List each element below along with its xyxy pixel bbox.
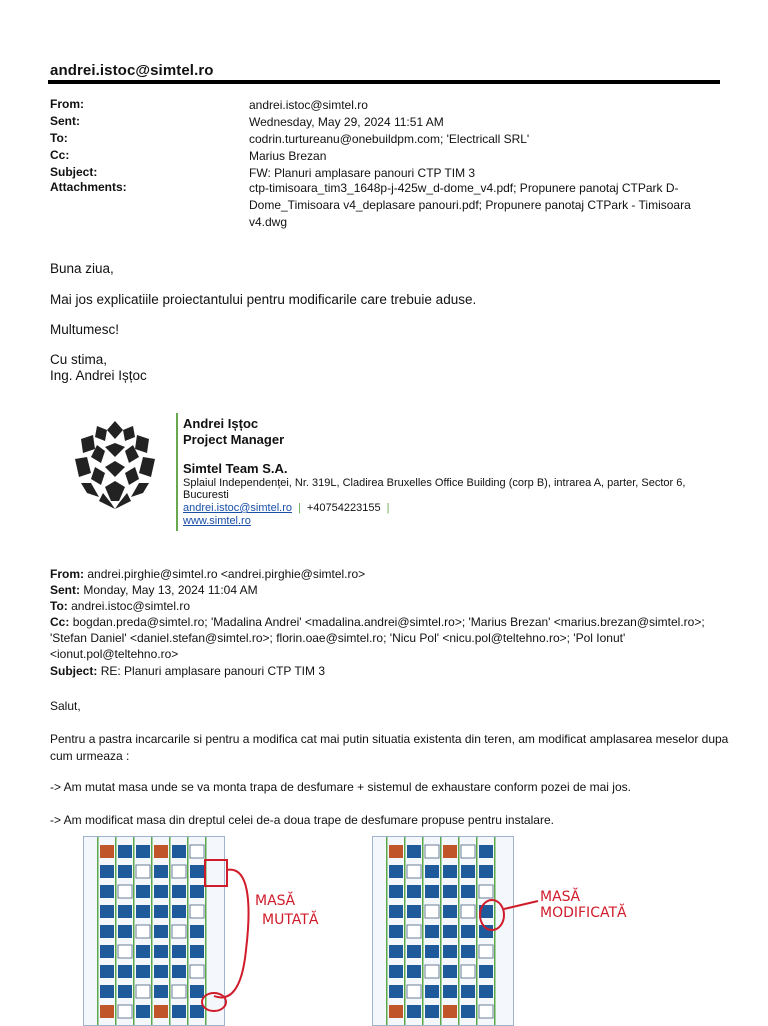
pv-panel: [172, 905, 186, 918]
pv-panel: [136, 905, 150, 918]
pv-panel: [479, 985, 493, 998]
pv-panel: [389, 885, 403, 898]
pv-panel: [443, 885, 457, 898]
pv-panel: [443, 965, 457, 978]
pv-panel: [154, 905, 168, 918]
skylight: [443, 845, 457, 858]
fw-sent-row: [50, 582, 740, 598]
fw-subject-label: Subject:: [50, 664, 98, 678]
from-label: From:: [50, 97, 84, 111]
cc-value: Marius Brezan: [249, 149, 327, 163]
thanks: Multumesc!: [50, 322, 120, 337]
pv-panel: [136, 845, 150, 858]
grid-line: [133, 837, 135, 1025]
subject-value: FW: Planuri amplasare panouri CTP TIM 3: [249, 166, 476, 180]
grid-line: [187, 837, 189, 1025]
skylight: [389, 845, 403, 858]
fw-cc-value: bogdan.preda@simtel.ro; 'Madalina Andrei' <madalina.andrei@simtel.ro>; 'Marius Brezan' <marius.brezan@simtel.ro>; 'Stefan Daniel' <daniel.stefan@simtel.ro>; florin.oae@simtel.ro; 'Nicu Pol' <nicu.pol@teltehno.ro>; 'Pol Ionut' <ionut.pol@teltehno.ro>: [50, 615, 705, 661]
pv-panel: [100, 925, 114, 938]
pv-panel: [407, 945, 421, 958]
pv-panel: [100, 985, 114, 998]
empty-slot: [407, 985, 421, 998]
fw-subject-value: RE: Planuri amplasare panouri CTP TIM 3: [100, 664, 326, 678]
pv-panel: [389, 865, 403, 878]
pv-panel: [443, 865, 457, 878]
grid-line: [404, 837, 406, 1025]
pv-panel: [443, 985, 457, 998]
empty-slot: [118, 885, 132, 898]
grid-line: [440, 837, 442, 1025]
pv-panel: [425, 885, 439, 898]
empty-slot: [479, 1005, 493, 1018]
pv-panel: [479, 845, 493, 858]
fw-subject-row: [50, 663, 740, 679]
signature-phone: +40754223155: [306, 502, 381, 514]
sent-label: Sent:: [50, 114, 80, 128]
fw-to-label: To:: [50, 599, 68, 613]
greeting: Buna ziua,: [50, 261, 114, 276]
pv-panel: [136, 1005, 150, 1018]
empty-slot: [172, 985, 186, 998]
fw-greeting: Salut,: [50, 699, 81, 713]
empty-slot: [118, 1005, 132, 1018]
pv-panel: [154, 985, 168, 998]
pv-panel: [479, 965, 493, 978]
signature-address: Splaiul Independenței, Nr. 319L, Cladirea Bruxelles Office Building (corp B), intrarea A, parter, Sector 6, Bucuresti: [183, 477, 686, 501]
pv-panel: [407, 845, 421, 858]
pv-panel: [407, 885, 421, 898]
pv-panel: [118, 845, 132, 858]
empty-slot: [136, 925, 150, 938]
fw-cc-label: Cc:: [50, 615, 70, 629]
empty-slot: [461, 965, 475, 978]
annotation-arrow-left: [200, 840, 320, 1024]
attachments-value[interactable]: ctp-timisoara_tim3_1648p-j-425w_d-dome_v4.pdf; Propunere panotaj CTPark D-Dome_Timisoara v4_deplasare panouri.pdf; Propunere panotaj CTPark - Timisoara v4.dwg: [249, 181, 691, 229]
pv-panel: [425, 1005, 439, 1018]
pv-panel: [154, 925, 168, 938]
empty-slot: [479, 945, 493, 958]
signature-name: Andrei Ișțoc: [183, 416, 259, 431]
pv-panel: [425, 945, 439, 958]
pv-panel: [118, 865, 132, 878]
pv-panel: [407, 1005, 421, 1018]
signature-company: Simtel Team S.A.: [183, 461, 288, 476]
pv-panel: [172, 965, 186, 978]
pv-panel: [100, 885, 114, 898]
fw-paragraph: Pentru a pastra incarcarile si pentru a modifica cat mai putin situatia existenta din teren, am modificat amplasarea meselor dupa cum urmeaza :: [50, 732, 729, 763]
pv-panel: [461, 925, 475, 938]
annotation-arrow-right: [478, 895, 542, 935]
empty-slot: [461, 905, 475, 918]
fw-sent-label: Sent:: [50, 583, 80, 597]
annotation-right-line-2: MODIFICATĂ: [540, 905, 627, 921]
empty-slot: [461, 845, 475, 858]
pv-panel: [425, 985, 439, 998]
mailbox-owner: andrei.istoc@simtel.ro: [50, 62, 214, 79]
skylight: [100, 1005, 114, 1018]
pv-panel: [389, 925, 403, 938]
pv-panel: [136, 885, 150, 898]
pv-panel: [425, 925, 439, 938]
signature-email[interactable]: andrei.istoc@simtel.ro: [183, 502, 292, 514]
subject-label: Subject:: [50, 165, 98, 179]
pv-panel: [443, 905, 457, 918]
pv-panel: [100, 905, 114, 918]
pv-panel: [100, 945, 114, 958]
pv-panel: [172, 945, 186, 958]
fw-from-row: [50, 566, 740, 582]
fw-to-value: andrei.istoc@simtel.ro: [71, 599, 190, 613]
empty-slot: [172, 865, 186, 878]
pv-panel: [118, 905, 132, 918]
empty-slot: [425, 845, 439, 858]
from-value: andrei.istoc@simtel.ro: [249, 98, 368, 112]
pv-panel: [172, 1005, 186, 1018]
header-divider: [48, 80, 720, 84]
empty-slot: [425, 905, 439, 918]
fw-bullet-1: -> Am mutat masa unde se va monta trapa de desfumare + sistemul de exhaustare conform pozei de mai jos.: [50, 780, 631, 794]
grid-line: [115, 837, 117, 1025]
annotation-right-line-1: MASĂ: [540, 889, 581, 905]
empty-slot: [407, 865, 421, 878]
to-label: To:: [50, 131, 68, 145]
fw-to-row: [50, 598, 740, 614]
fw-sent-value: Monday, May 13, 2024 11:04 AM: [83, 583, 258, 597]
pv-panel: [100, 965, 114, 978]
skylight: [100, 845, 114, 858]
pv-panel: [118, 925, 132, 938]
grid-line: [386, 837, 388, 1025]
pv-panel: [136, 945, 150, 958]
pv-panel: [136, 965, 150, 978]
pv-panel: [461, 885, 475, 898]
empty-slot: [425, 965, 439, 978]
skylight: [154, 1005, 168, 1018]
simtel-logo-icon: [73, 421, 157, 509]
skylight: [154, 845, 168, 858]
signoff: Ing. Andrei Ișțoc: [50, 368, 147, 383]
grid-line: [151, 837, 153, 1025]
closing: Cu stima,: [50, 352, 108, 367]
signature-accent-bar: [176, 413, 178, 531]
sent-value: Wednesday, May 29, 2024 11:51 AM: [249, 115, 444, 129]
pv-panel: [461, 1005, 475, 1018]
cc-label: Cc:: [50, 148, 70, 162]
pv-panel: [118, 985, 132, 998]
pv-panel: [154, 945, 168, 958]
skylight: [443, 1005, 457, 1018]
fw-bullet-2: -> Am modificat masa din dreptul celei de-a doua trape de desfumare propuse pentru instalare.: [50, 813, 554, 827]
pv-panel: [461, 865, 475, 878]
empty-slot: [136, 865, 150, 878]
fw-from-value: andrei.pirghie@simtel.ro <andrei.pirghie@simtel.ro>: [87, 567, 366, 581]
pv-panel: [407, 965, 421, 978]
pv-panel: [389, 965, 403, 978]
pv-panel: [461, 985, 475, 998]
signature-website-link[interactable]: www.simtel.ro: [183, 515, 251, 527]
pv-panel: [461, 945, 475, 958]
pv-panel: [154, 885, 168, 898]
annotation-left-line-1: MASĂ: [255, 893, 296, 909]
fw-cc-row: [50, 614, 740, 662]
pv-panel: [118, 965, 132, 978]
pv-panel: [154, 865, 168, 878]
signature-contact: andrei.istoc@simtel.ro | +40754223155 |: [183, 502, 390, 514]
pv-panel: [172, 885, 186, 898]
pv-panel: [389, 945, 403, 958]
pv-panel: [100, 865, 114, 878]
pv-panel: [389, 905, 403, 918]
body-line-1: Mai jos explicatiile proiectantului pentru modificarile care trebuie aduse.: [50, 292, 477, 307]
pv-panel: [172, 845, 186, 858]
annotation-left-line-2: MUTATĂ: [262, 912, 319, 928]
pv-panel: [154, 965, 168, 978]
empty-slot: [118, 945, 132, 958]
pv-panel: [389, 985, 403, 998]
attachments-label: Attachments:: [50, 180, 127, 194]
signature-title: Project Manager: [183, 432, 285, 447]
empty-slot: [172, 925, 186, 938]
grid-line: [422, 837, 424, 1025]
empty-slot: [407, 925, 421, 938]
grid-line: [458, 837, 460, 1025]
pv-panel: [425, 865, 439, 878]
grid-line: [169, 837, 171, 1025]
grid-line: [97, 837, 99, 1025]
pv-panel: [443, 945, 457, 958]
pv-panel: [479, 865, 493, 878]
skylight: [389, 1005, 403, 1018]
fw-from-label: From:: [50, 567, 84, 581]
pv-panel: [443, 925, 457, 938]
pv-panel: [407, 905, 421, 918]
empty-slot: [136, 985, 150, 998]
to-value: codrin.turtureanu@onebuildpm.com; 'Electricall SRL': [249, 132, 530, 146]
